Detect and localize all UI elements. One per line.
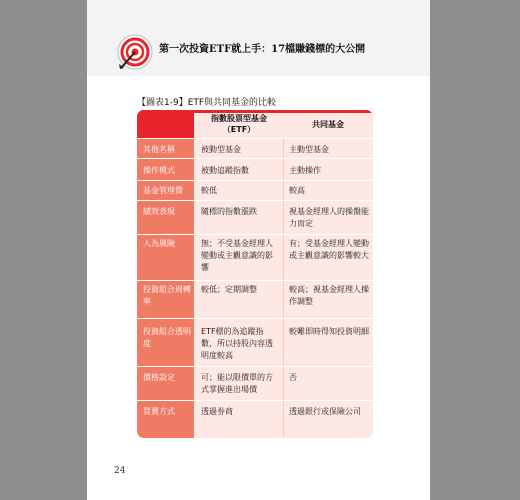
cell-etf: 較低；定期調整 — [201, 285, 257, 294]
row-label: 績效表現 — [143, 207, 175, 216]
cell-etf: 隨標的指數漲跌 — [201, 207, 257, 216]
book-page — [87, 0, 430, 500]
row-divider — [137, 158, 373, 159]
row-divider — [137, 180, 373, 181]
figure-caption: 【圖表1-9】ETF與共同基金的比較 — [137, 98, 277, 108]
row-divider — [137, 366, 373, 367]
row-label: 基金管理費 — [143, 186, 183, 195]
cell-fund: 視基金經理人的操盤能力而定 — [289, 207, 369, 228]
row-label: 投資組合透明度 — [143, 327, 191, 348]
cell-etf: 較低 — [201, 186, 217, 195]
row-divider — [137, 400, 373, 401]
cell-etf: 可；能以限價單的方式掌握進出場價 — [201, 373, 273, 394]
cell-fund: 主動操作 — [289, 166, 321, 175]
page-number: 24 — [114, 466, 126, 476]
row-divider — [137, 138, 373, 139]
cell-etf: ETF標的為追蹤指數，所以持股內容透明度較高 — [201, 327, 273, 360]
row-divider — [137, 200, 373, 201]
cell-fund: 主動型基金 — [289, 145, 329, 154]
row-label: 價格設定 — [143, 373, 175, 382]
row-label: 買賣方式 — [143, 407, 175, 416]
cell-etf: 被動型基金 — [201, 145, 241, 154]
cell-fund: 有；受基金經理人變動或主觀意識的影響較大 — [289, 239, 369, 260]
row-label: 其他名稱 — [143, 145, 175, 154]
comparison-table — [137, 110, 373, 438]
book-title: 第一次投資ETF就上手：17檔賺錢標的大公開 — [159, 44, 366, 55]
cell-fund: 較高 — [289, 186, 305, 195]
cell-fund: 透過銀行或保險公司 — [289, 407, 361, 416]
row-divider — [137, 280, 373, 281]
table-corner — [137, 110, 194, 138]
page-header — [87, 0, 430, 76]
row-divider — [137, 234, 373, 235]
row-label: 操作模式 — [143, 166, 175, 175]
target-icon — [116, 32, 156, 72]
row-label-column — [137, 110, 194, 438]
cell-fund: 較高；視基金經理人操作調整 — [289, 285, 369, 306]
row-divider — [137, 318, 373, 319]
cell-fund: 較難即時得知投資明細 — [289, 327, 369, 336]
cell-etf: 透過券商 — [201, 407, 233, 416]
cell-etf: 被動追蹤指數 — [201, 166, 249, 175]
cell-fund: 否 — [289, 373, 297, 382]
column-header-etf: 指數股票型基金（ETF） — [211, 114, 267, 134]
column-header-mutual-fund: 共同基金 — [312, 120, 344, 129]
row-label: 投資組合周轉率 — [143, 285, 191, 306]
row-label: 人為風險 — [143, 239, 175, 248]
cell-etf: 無；不受基金經理人變動或主觀意識的影響 — [201, 239, 273, 272]
column-divider — [283, 138, 284, 438]
